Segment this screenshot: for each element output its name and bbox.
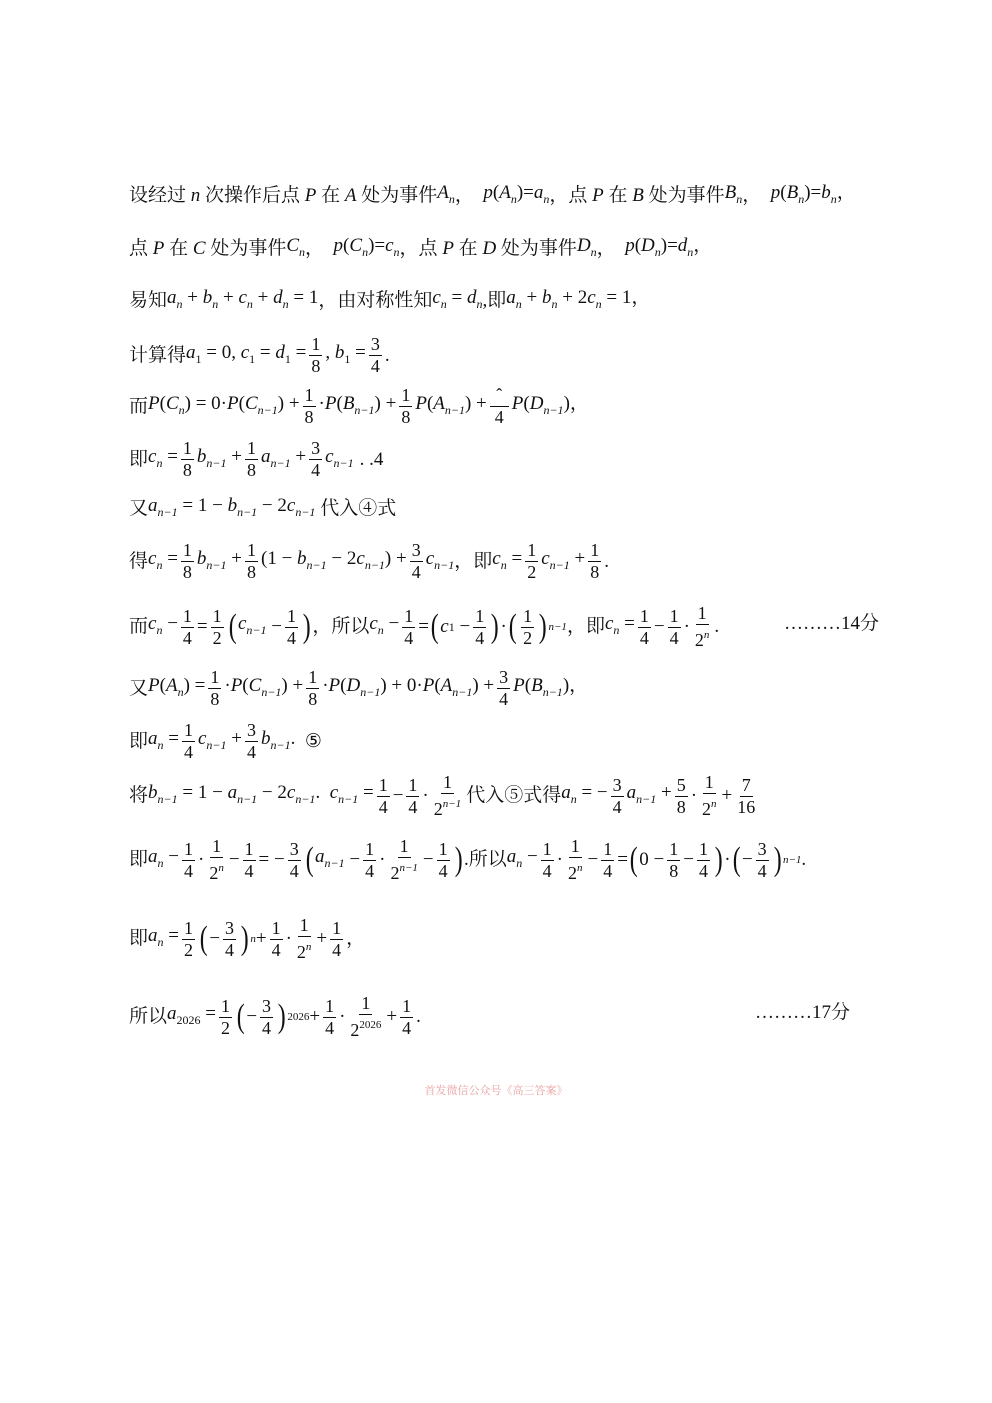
text: 即 — [129, 849, 149, 870]
text: 计算得 — [129, 344, 187, 366]
text: ，即 — [454, 550, 493, 572]
text: 代入④式 — [320, 498, 397, 519]
text: 处为事件 — [361, 185, 438, 206]
line-1: 设经过 n 次操作后点 P 在 A 处为事件 $A_n$ ， $p(A_n)=a_n$ ，点 P 在 B 处为事件 $B_n$ ， $p(B_n)=b_n$， — [129, 178, 856, 214]
watermark: 首发微信公众号《高三答案》 — [424, 1085, 568, 1097]
text: 在 — [321, 185, 341, 206]
line-9: 而 $c_n$ − $\frac{1}{4}$ = $\frac{1}{2}$ ( $c_{n-1}$ − $\frac{1}{4}$ ) ，所以 $c_n$ − $\frac{1}{4}$ = ( c 1 − $\frac{1}{4}$ ) · ( $\frac{1}{2}$ ) n−1 ，即 $c_n$ = $\frac{1}{4}$ − $\frac{1}{4}$ · $\frac{1}{2^n}$ . — [129, 603, 720, 650]
line-6: 即 $c_n$ = $\frac{1}{8}$ $b_{n-1}$ + $\frac{1}{8}$ $a_{n-1}$ + $\frac{3}{4}$ $c_{n-1}$ . .4 — [129, 438, 384, 480]
text: ，即 — [566, 616, 605, 637]
text: 得 — [129, 550, 149, 572]
text: ，点 — [399, 238, 438, 259]
line-3: 易知 $a_n + b_n + c_n + d_n = 1$ ，由对称性知 $c_n = d_n$ ,即 $a_n + b_n + 2c_n = 1$， — [129, 283, 650, 319]
text: . .4 — [359, 448, 384, 470]
line-12: 将 $b_{n-1} = 1 - a_{n-1} - 2c_{n-1}$. $c_{n-1}$ = $\frac{1}{4}$ − $\frac{1}{4}$ · $\frac{1}{2^{n-1}}$ 代入⑤式得 $a_n$ = − $\frac{3}{4}$ $a_{n-1}$ + $\frac{5}{8}$ · $\frac{1}{2^n}$ + $\frac{7}{16}$ — [129, 772, 756, 819]
line-7: 又 $a_{n-1} = 1 - b_{n-1} - 2c_{n-1}$ 代入④式 — [129, 491, 396, 527]
line-15: 所以 $a_{2026}$ = $\frac{1}{2}$ ( − $\frac{3}{4}$ ) 2026 + $\frac{1}{4}$ · $\frac{1}{2^{2026}}$ + $\frac{1}{4}$ . — [129, 993, 421, 1040]
line-4: 计算得 $a_1 = 0$, $c_1 = d_1$ = $\frac{1}{8}$ , $b_1$ = $\frac{3}{4}$ . — [129, 334, 390, 376]
text: 而 — [129, 395, 149, 417]
text: ⑤ — [304, 730, 322, 752]
text: 即 — [129, 448, 149, 470]
text: 而 — [129, 616, 149, 637]
line-11: 即 $a_n$ = $\frac{1}{4}$ $c_{n-1}$ + $\frac{3}{4}$ $b_{n-1}$. ⑤ — [129, 720, 322, 762]
text: ，点 — [549, 185, 588, 206]
text: ，所以 — [312, 616, 370, 637]
text: 处为事件 — [210, 238, 287, 259]
score-17: ………17分 — [755, 1002, 851, 1023]
text: 又 — [129, 498, 149, 519]
text: ,即 — [482, 290, 507, 311]
text: 在 — [608, 185, 628, 206]
text: 处为事件 — [648, 185, 725, 206]
score-14: ………14分 — [784, 613, 880, 634]
text: 次操作后点 — [205, 185, 301, 206]
text: 又 — [129, 677, 149, 699]
text: 在 — [458, 238, 478, 259]
line-8: 得 $c_n$ = $\frac{1}{8}$ $b_{n-1}$ + $\frac{1}{8}$ $(1 - b_{n-1} - 2c_{n-1})$ + $\frac{3}{4}$ $c_{n-1}$ ，即 $c_n$ = $\frac{1}{2}$ $c_{n-1}$ + $\frac{1}{8}$ . — [129, 540, 609, 582]
text: ，由对称性知 — [318, 290, 433, 311]
text: 易知 — [129, 290, 168, 311]
text: .所以 — [463, 849, 507, 870]
text: 所以 — [129, 1006, 168, 1027]
text: 设经过 — [129, 185, 187, 206]
line-10: 又 $P(A_n)$ = $\frac{1}{8}$ $\cdot P(C_{n-1})$ + $\frac{1}{8}$ $\cdot P(D_{n-1}) + 0\cdot P(A_{n-1})$ + $\frac{3}{4}$ $P(B_{n-1})$， — [129, 667, 589, 709]
line-5: 而 $P(C_n) = 0\cdot P(C_{n-1})$ + $\frac{1}{8}$ $\cdot P(B_{n-1})$ + $\frac{1}{8}$ $P(A_{n-1})$ + $\frac{\text{ˆ}}{4}$ $P(D_{n-1})$， — [129, 385, 589, 427]
text: 处为事件 — [500, 238, 577, 259]
line-13: 即 $a_n$ − $\frac{1}{4}$ · $\frac{1}{2^n}$ − $\frac{1}{4}$ = − $\frac{3}{4}$ ( $a_{n-1}$ − $\frac{1}{4}$ · $\frac{1}{2^{n-1}}$ − $\frac{1}{4}$ ) .所以 $a_n$ − $\frac{1}{4}$ · $\frac{1}{2^n}$ − $\frac{1}{4}$ = ( 0 − $\frac{1}{8}$ − $\frac{1}{4}$ ) · ( − $\frac{3}{4}$ ) n−1 . — [129, 836, 807, 883]
text: 将 — [129, 785, 149, 806]
text: 点 — [129, 238, 149, 259]
text: 在 — [169, 238, 189, 259]
text: 即 — [129, 928, 149, 949]
line-14: 即 $a_n$ = $\frac{1}{2}$ ( − $\frac{3}{4}$ ) n + $\frac{1}{4}$ · $\frac{1}{2^n}$ + $\frac{1}{4}$ ， — [129, 915, 366, 962]
text: 代入⑤式得 — [466, 785, 562, 806]
line-2: 点 P 在 C 处为事件 $C_n$ ， $p(C_n)=c_n$ ，点 P 在 D 处为事件 $D_n$ ， $p(D_n)=d_n$， — [129, 231, 712, 267]
text: 即 — [129, 730, 149, 752]
